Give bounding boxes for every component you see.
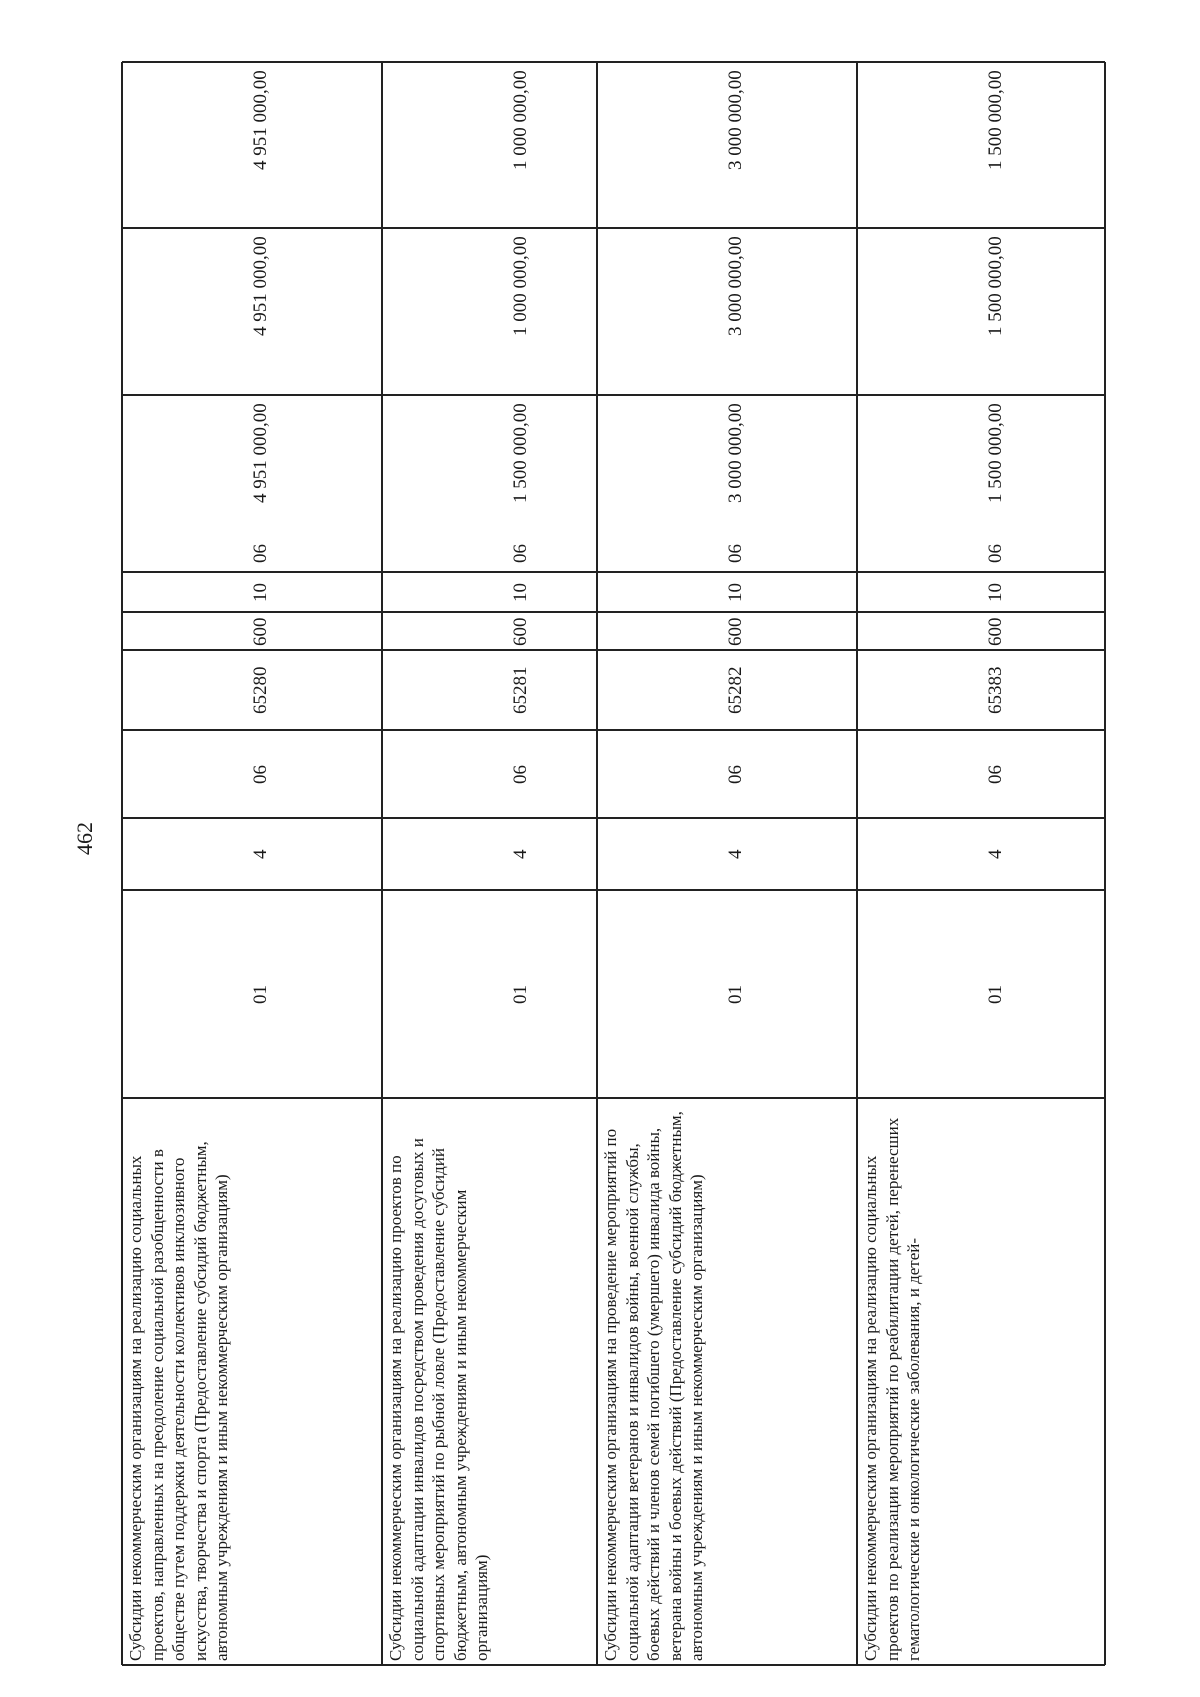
column-border	[122, 649, 1105, 651]
cell-col1: 01	[510, 984, 531, 1004]
row-description: Субсидии некоммерческим организациям на реализацию социальных проектов, направленных на преодоление социальной разобщенности в обществе путем поддержки деятельности коллективов инклюзивного искусства, творчества и спорта (Предоставление субсидий бюджетным, автономным учреждениям и иным некоммерческим организациям)	[126, 1141, 232, 1661]
column-border	[122, 1097, 1105, 1099]
cell-sum1: 4 951 000,00	[250, 403, 271, 503]
cell-col3: 06	[510, 764, 531, 784]
cell-col1: 01	[725, 984, 746, 1004]
cell-col5: 600	[510, 617, 531, 646]
cell-sum2: 3 000 000,00	[725, 236, 746, 336]
cell-col7: 06	[510, 543, 531, 563]
cell-col5: 600	[985, 617, 1006, 646]
row-description: Субсидии некоммерческим организациям на проведение мероприятий по социальной адаптации ветеранов и инвалидов войны, военной службы, боевых действий и членов семей погибшего (умершего) инвалида войны, ветерана войны и боевых действий (Предоставление субсидий бюджетным, автономным учреждениям и иным некоммерческим организациям)	[601, 1111, 707, 1661]
cell-col2: 4	[985, 849, 1006, 859]
column-border	[122, 889, 1105, 891]
cell-col3: 06	[985, 764, 1006, 784]
cell-col1: 01	[985, 984, 1006, 1004]
cell-sum3: 1 500 000,00	[985, 70, 1006, 170]
cell-col2: 4	[725, 849, 746, 859]
column-border	[122, 1664, 1105, 1666]
column-border	[122, 571, 1105, 573]
cell-col4: 65281	[510, 666, 531, 714]
row-border	[596, 62, 598, 1665]
cell-sum2: 4 951 000,00	[250, 236, 271, 336]
column-border	[122, 611, 1105, 613]
cell-sum1: 1 500 000,00	[985, 403, 1006, 503]
cell-col6: 10	[510, 582, 531, 602]
row-description: Субсидии некоммерческим организациям на реализацию социальных проектов по реализации мероприятий по реабилитации детей, перенесших гематологические и онкологические заболевания, и детей-	[861, 1117, 924, 1661]
cell-col5: 600	[250, 617, 271, 646]
row-border	[381, 62, 383, 1665]
column-border	[122, 227, 1105, 229]
column-border	[122, 61, 1105, 63]
cell-col5: 600	[725, 617, 746, 646]
cell-col6: 10	[725, 582, 746, 602]
cell-sum3: 1 000 000,00	[510, 70, 531, 170]
cell-col6: 10	[985, 582, 1006, 602]
cell-col4: 65282	[725, 666, 746, 714]
cell-sum2: 1 500 000,00	[985, 236, 1006, 336]
cell-col3: 06	[725, 764, 746, 784]
cell-col2: 4	[510, 849, 531, 859]
row-border	[856, 62, 858, 1665]
cell-col4: 65280	[250, 666, 271, 714]
row-description: Субсидии некоммерческим организациям на реализацию проектов по социальной адаптации инвалидов посредством проведения досуговых и спортивных мероприятий по рыбной ловле (Предоставление субсидий бюджетным, автономным учреждениям и иным некоммерческим организациям)	[386, 1138, 492, 1661]
cell-col2: 4	[250, 849, 271, 859]
cell-col4: 65383	[985, 666, 1006, 714]
cell-sum1: 3 000 000,00	[725, 403, 746, 503]
cell-col3: 06	[250, 764, 271, 784]
cell-col7: 06	[725, 543, 746, 563]
column-border	[122, 729, 1105, 731]
column-border	[122, 394, 1105, 396]
cell-col7: 06	[250, 543, 271, 563]
row-border	[1104, 62, 1106, 1665]
row-border	[121, 62, 123, 1665]
cell-sum3: 4 951 000,00	[250, 70, 271, 170]
cell-col6: 10	[250, 582, 271, 602]
page-number: 462	[72, 822, 97, 855]
cell-sum3: 3 000 000,00	[725, 70, 746, 170]
cell-sum1: 1 500 000,00	[510, 403, 531, 503]
cell-col7: 06	[985, 543, 1006, 563]
cell-sum2: 1 000 000,00	[510, 236, 531, 336]
cell-col1: 01	[250, 984, 271, 1004]
column-border	[122, 817, 1105, 819]
